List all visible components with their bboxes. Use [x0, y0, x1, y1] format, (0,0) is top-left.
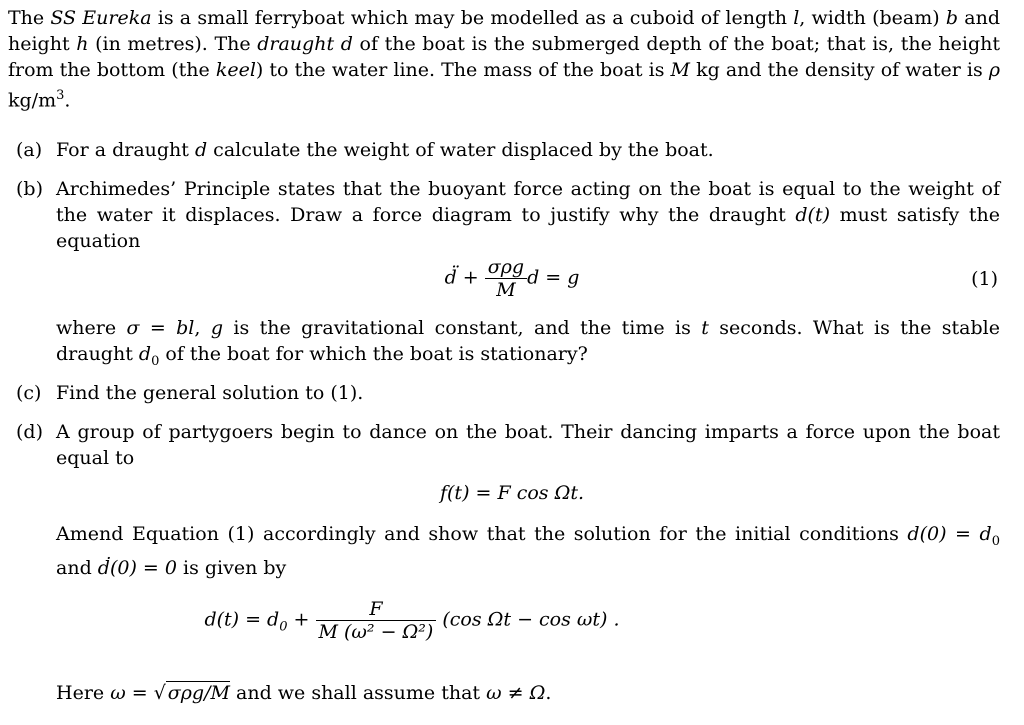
part-c-text: Find the general solution to (1).: [56, 382, 364, 404]
text: must satisfy the equation: [56, 204, 1000, 252]
subscript: 0: [279, 619, 288, 635]
text: calculate the weight of water displaced by the boat.: [207, 139, 714, 161]
part-label: (b): [16, 178, 43, 200]
sol-plus: +: [287, 608, 316, 631]
equation-number: (1): [971, 268, 998, 290]
part-label: (d): [16, 421, 43, 443]
intro-text: The: [8, 7, 51, 29]
text: Amend Equation (1) accordingly and show that the solution for the initial conditions: [56, 523, 908, 545]
ship-name: SS Eureka: [50, 7, 152, 29]
intro-paragraph: [8, 5, 1000, 113]
force-equation: f(t) = F cos Ωt.: [439, 482, 584, 504]
var-beam: b: [945, 7, 959, 29]
subscript: 0: [151, 353, 160, 369]
sol-numerator: F: [316, 598, 437, 621]
unit-exponent: 3: [56, 88, 65, 103]
text: Archimedes’ Principle states that the buoyant force acting on the boat is equal to the weight of the water it displaces. Draw a force diagram to justify why the draught: [56, 178, 1000, 226]
intro-text: and height: [8, 7, 1000, 55]
omega-definition: ω =: [110, 682, 154, 704]
part-b-after-text: [56, 315, 1000, 375]
text: For a draught: [56, 139, 195, 161]
var-d0: d: [138, 343, 152, 365]
initial-condition-1: d(0) = d: [907, 523, 992, 545]
equation-1: [0, 256, 1024, 301]
eq1-denominator: M: [496, 279, 516, 301]
var-height: h: [76, 33, 89, 55]
intro-text: [334, 33, 341, 55]
term-draught: draught: [257, 33, 335, 55]
part-label: (a): [16, 139, 43, 161]
term-keel: keel: [215, 59, 256, 81]
intro-text: kg and the density of water is: [690, 59, 989, 81]
here-text: [56, 680, 1000, 706]
intro-text: is a small ferryboat which may be modelled as a cuboid of length: [151, 7, 794, 29]
var-draught-t: d(t): [795, 204, 831, 226]
sigma-definition: σ = bl: [126, 317, 195, 339]
text: Here: [56, 682, 111, 704]
intro-text: of the boat is the submerged depth of the boat; that is, the height from the bottom (the: [8, 33, 1001, 81]
text: and: [56, 556, 98, 579]
eq1-right: d = g: [527, 266, 580, 289]
sol-fraction: [316, 598, 437, 643]
eq1-left: d̈ +: [444, 266, 485, 289]
subscript: 0: [991, 533, 1000, 549]
var-g: g: [210, 317, 223, 339]
initial-condition-2: ḋ(0) = 0: [97, 556, 177, 579]
omega-inequality: ω ≠ Ω: [486, 682, 546, 704]
text: where: [56, 317, 127, 339]
var-mass: M: [670, 59, 691, 81]
var-length: l: [793, 7, 800, 29]
text: is given by: [176, 556, 287, 579]
sqrt-argument: σρg/M: [167, 682, 230, 704]
part-a-text: [56, 137, 1000, 163]
amend-text: [56, 521, 1000, 581]
var-density: ρ: [988, 59, 1000, 81]
text: and we shall assume that: [229, 682, 487, 704]
text: of the boat for which the boat is stationary?: [159, 343, 588, 365]
text: seconds. What is the stable draught: [56, 317, 1000, 365]
sol-denominator: M (ω² − Ω²): [318, 621, 434, 643]
eq1-numerator: σρg: [485, 256, 527, 279]
text: is the gravitational constant, and the time is: [223, 317, 702, 339]
sol-right: (cos Ωt − cos ωt) .: [442, 608, 620, 631]
var-t: t: [701, 317, 709, 339]
text: ,: [194, 317, 211, 339]
sol-left: d(t) = d: [204, 608, 280, 631]
var-draught: d: [194, 139, 208, 161]
intro-text: kg/m: [8, 89, 57, 112]
intro-text: .: [64, 89, 71, 112]
intro-text: (in metres). The: [88, 33, 258, 55]
part-label: (c): [16, 382, 42, 404]
sqrt-icon: √: [153, 682, 166, 704]
part-d-text: A group of partygoers begin to dance on the boat. Their dancing imparts a force upon the boat equal to: [56, 421, 1000, 469]
solution-equation: [0, 598, 924, 643]
intro-text: ) to the water line. The mass of the boat is: [255, 59, 671, 81]
part-b-text: [56, 176, 1000, 254]
eq1-fraction: [485, 256, 527, 301]
text: .: [545, 682, 552, 704]
intro-text: , width (beam): [799, 7, 946, 29]
var-draught: d: [340, 33, 353, 55]
